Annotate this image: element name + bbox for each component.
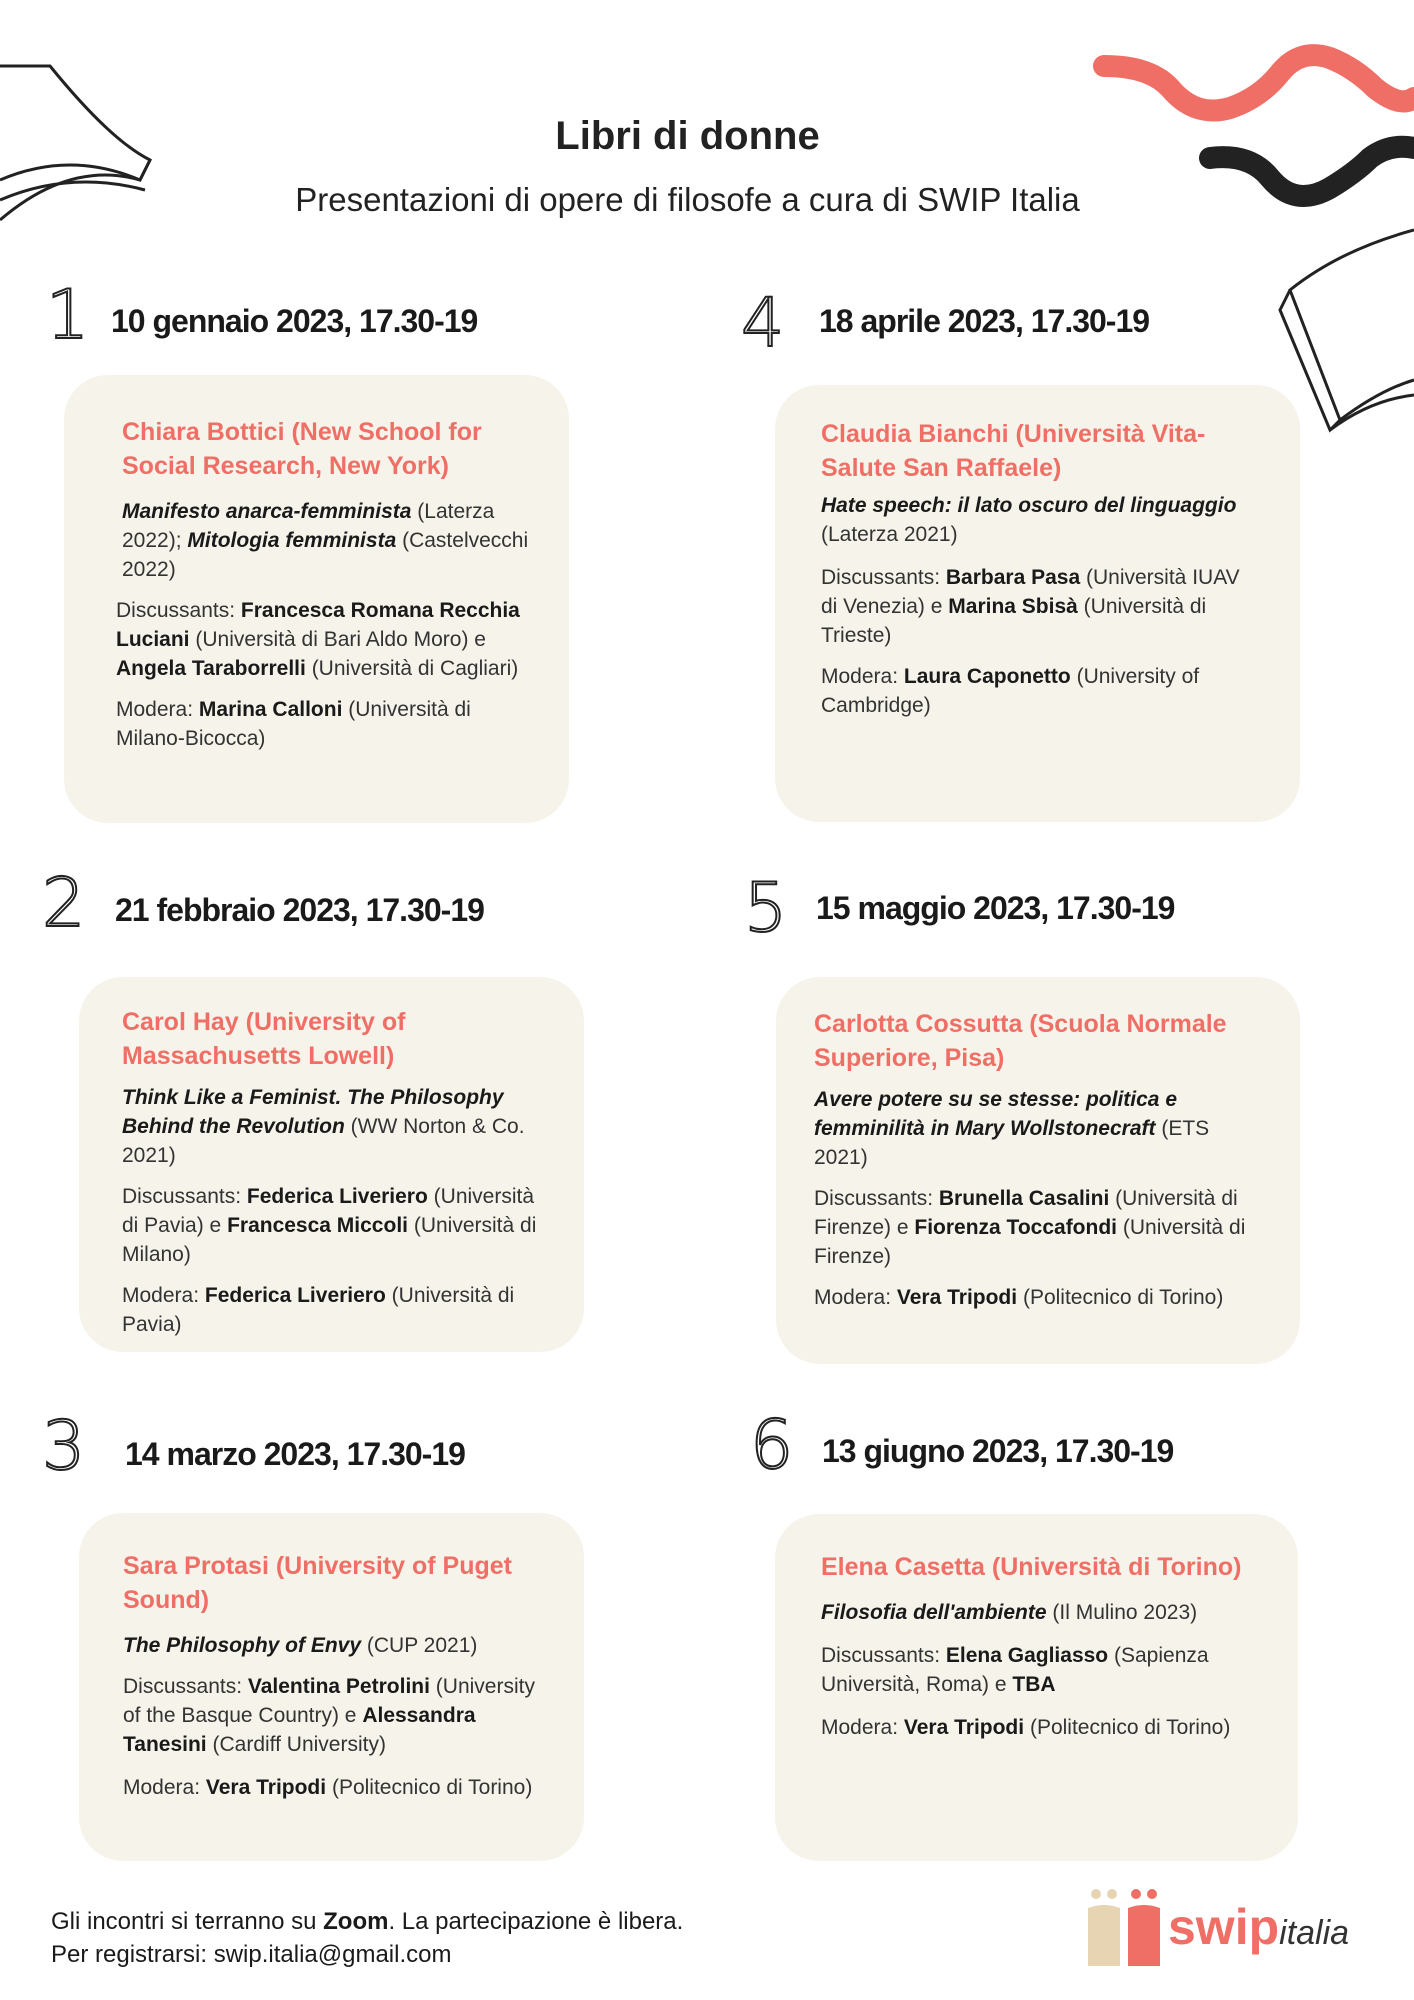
book-publisher: (Laterza 2021) (821, 523, 958, 546)
discussants-label: Discussants: (116, 599, 236, 622)
book-title: Filosofia dell'ambiente (821, 1601, 1047, 1624)
discussant-name: Francesca Romana Recchia Luciani (116, 599, 520, 651)
event-card (775, 1514, 1298, 1861)
discussant-affiliation: (Università di Cagliari) (311, 657, 519, 680)
moderator-label: Modera: (123, 1776, 201, 1799)
book-title: Manifesto anarca-femminista (122, 500, 412, 523)
discussants-label: Discussants: (123, 1675, 243, 1698)
discussant-affiliation: (Università di Firenze) (814, 1216, 1246, 1268)
moderator-label: Modera: (116, 698, 194, 721)
discussant-name: Fiorenza Toccafondi (914, 1216, 1118, 1239)
event-card (776, 977, 1300, 1364)
discussant-affiliation: (Cardiff University) (212, 1733, 386, 1756)
book-publisher: (CUP 2021) (366, 1634, 478, 1657)
speaker-name: Carlotta Cossutta (Scuola Normale Superiore, Pisa) (814, 1010, 1227, 1072)
moderator-label: Modera: (821, 665, 899, 688)
discussant-name: Barbara Pasa (945, 566, 1081, 589)
swip-logo: swipitalia (1168, 1899, 1350, 1955)
moderator-name: Marina Calloni (198, 698, 343, 721)
open-book-icon (1280, 230, 1414, 430)
book-title: The Philosophy of Envy (123, 1634, 362, 1657)
event-date: 15 maggio 2023, 17.30-19 (816, 890, 1175, 926)
page-title: Libri di donne (555, 114, 820, 158)
discussant-affiliation: (Università di Firenze) e (814, 1187, 1238, 1239)
book-publisher: (WW Norton & Co. 2021) (122, 1115, 525, 1167)
discussant-affiliation: (University of the Basque Country) e (123, 1675, 535, 1727)
event-date: 13 giugno 2023, 17.30-19 (822, 1433, 1174, 1469)
moderator-name: Vera Tripodi (903, 1716, 1025, 1739)
moderator-affiliation: (Politecnico di Torino) (331, 1776, 533, 1799)
discussant-name: Brunella Casalini (938, 1187, 1110, 1210)
moderator-label: Modera: (122, 1284, 200, 1307)
footer-text: . La partecipazione è libera. (388, 1908, 684, 1935)
discussant-affiliation: (Università di Bari Aldo Moro) e (195, 628, 486, 651)
discussant-affiliation: (Università di Trieste) (821, 595, 1207, 647)
moderator-affiliation: (Politecnico di Torino) (1022, 1286, 1224, 1309)
discussant-affiliation: (Università di Milano) (122, 1214, 537, 1266)
book-publisher: (ETS 2021) (814, 1117, 1210, 1169)
moderator-affiliation: (Università di Pavia) (122, 1284, 515, 1336)
event-number: 2 (42, 864, 86, 943)
book-publisher: (Castelvecchi 2022) (122, 529, 529, 581)
moderator-name: Laura Caponetto (903, 665, 1071, 688)
discussants-label: Discussants: (821, 566, 941, 589)
speaker-name: Sara Protasi (University of Puget Sound) (123, 1552, 513, 1614)
event-number: 4 (741, 284, 785, 363)
discussants-label: Discussants: (821, 1644, 941, 1667)
registration-email[interactable]: Per registrarsi: swip.italia@gmail.com (51, 1941, 452, 1968)
discussants-label: Discussants: (814, 1187, 934, 1210)
event-date: 21 febbraio 2023, 17.30-19 (115, 892, 484, 928)
discussant-name: Alessandra Tanesini (123, 1704, 476, 1756)
event-number: 1 (46, 276, 90, 355)
book-title: Mitologia femminista (187, 529, 397, 552)
discussant-affiliation: (Università di Pavia) e (122, 1185, 535, 1237)
zoom-label: Zoom (323, 1908, 389, 1935)
event-date: 10 gennaio 2023, 17.30-19 (111, 303, 478, 339)
discussant-affiliation: (Università IUAV di Venezia) e (821, 566, 1240, 618)
book-title: Avere potere su se stesse: politica e femminilità in Mary Wollstonecraft (814, 1088, 1177, 1140)
moderator-name: Federica Liveriero (204, 1284, 386, 1307)
event-date: 18 aprile 2023, 17.30-19 (819, 303, 1150, 339)
book-title: Think Like a Feminist. The Philosophy Behind the Revolution (122, 1086, 504, 1138)
event-number: 6 (750, 1406, 794, 1485)
discussant-affiliation: (Sapienza Università, Roma) e (821, 1644, 1209, 1696)
moderator-affiliation: (University of Cambridge) (821, 665, 1200, 717)
discussant-name: TBA (1012, 1673, 1056, 1696)
moderator-label: Modera: (814, 1286, 892, 1309)
book-title: Hate speech: il lato oscuro del linguaggio (821, 494, 1237, 517)
speaker-name: Claudia Bianchi (Università Vita-Salute San Raffaele) (821, 420, 1206, 482)
discussants-label: Discussants: (122, 1185, 242, 1208)
event-card (64, 375, 569, 823)
event-date: 14 marzo 2023, 17.30-19 (125, 1436, 465, 1472)
event-number: 5 (744, 869, 788, 948)
moderator-name: Vera Tripodi (896, 1286, 1018, 1309)
discussant-name: Valentina Petrolini (247, 1675, 430, 1698)
book-publisher: (Laterza 2022); (122, 500, 495, 552)
discussant-name: Elena Gagliasso (945, 1644, 1109, 1667)
discussant-name: Federica Liveriero (246, 1185, 428, 1208)
event-card (79, 977, 584, 1352)
speaker-name: Carol Hay (University of Massachusetts Lowell) (122, 1008, 406, 1070)
book-publisher: (Il Mulino 2023) (1052, 1601, 1198, 1624)
discussant-name: Francesca Miccoli (227, 1214, 408, 1237)
footer-info (51, 1905, 683, 1971)
speaker-name: Chiara Bottici (New School for Social Research, New York) (122, 418, 482, 480)
footer-text: Gli incontri si terranno su (51, 1908, 317, 1935)
moderator-name: Vera Tripodi (205, 1776, 327, 1799)
event-number: 3 (42, 1407, 86, 1486)
moderator-affiliation: (Università di Milano-Bicocca) (116, 698, 471, 750)
speaker-name: Elena Casetta (Università di Torino) (821, 1553, 1242, 1581)
page-subtitle: Presentazioni di opere di filosofe a cura di SWIP Italia (295, 181, 1080, 218)
event-card (775, 385, 1300, 822)
moderator-label: Modera: (821, 1716, 899, 1739)
moderator-affiliation: (Politecnico di Torino) (1029, 1716, 1231, 1739)
discussant-name: Angela Taraborrelli (116, 657, 306, 680)
event-card (79, 1513, 584, 1861)
discussant-name: Marina Sbisà (948, 595, 1078, 618)
